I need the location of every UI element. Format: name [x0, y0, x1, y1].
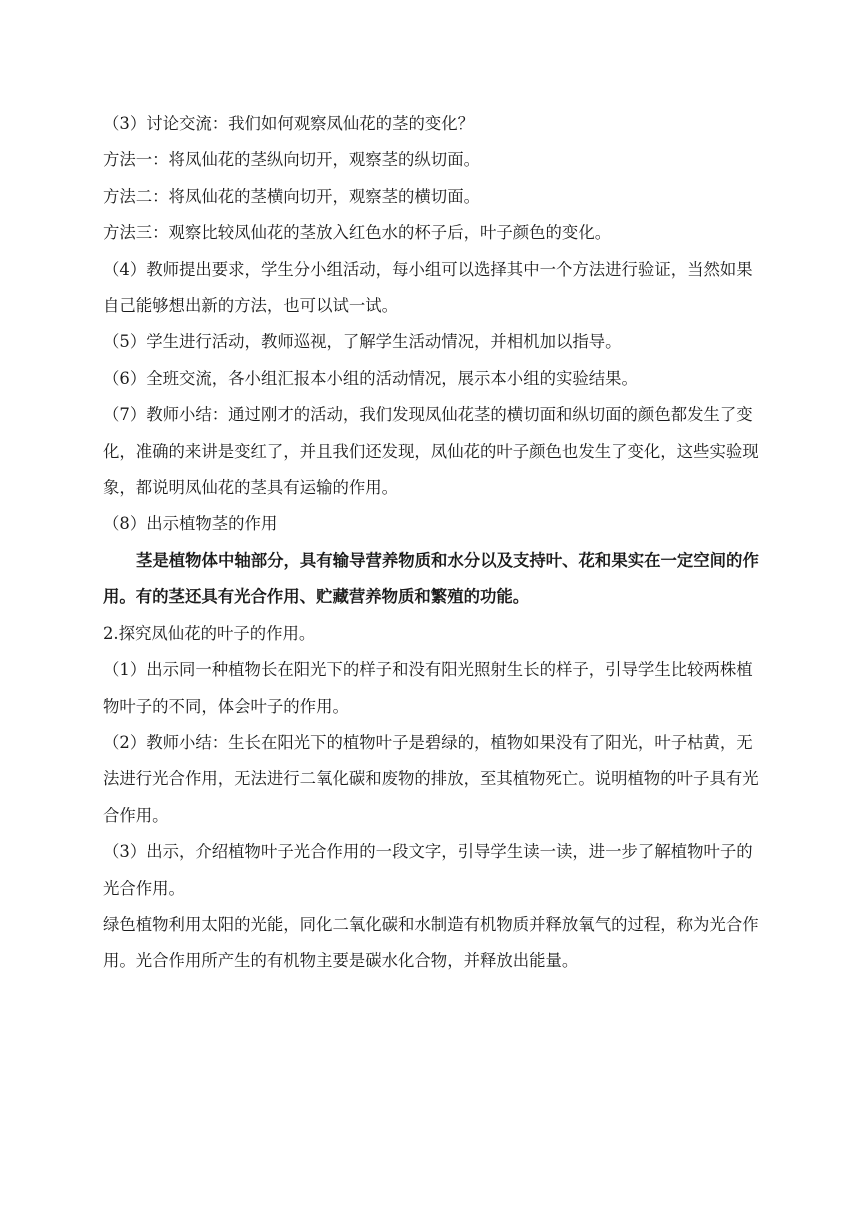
photosynthesis-definition: 绿色植物利用太阳的光能，同化二氧化碳和水制造有机物质并释放氧气的过程，称为光合作用。光合作用所产生的有机物主要是碳水化合物，并释放出能量。	[103, 914, 759, 971]
method-three: 方法三：观察比较凤仙花的茎放入红色水的杯子后，叶子颜色的变化。	[103, 223, 612, 243]
method-two: 方法二：将凤仙花的茎横向切开，观察茎的横切面。	[103, 186, 480, 206]
step-7-teacher-summary: （7）教师小结：通过刚才的活动，我们发现凤仙花茎的横切面和纵切面的颜色都发生了变化，准确的来讲是变红了，并且我们还发现，凤仙花的叶子颜色也发生了变化，这些实验现象，都说明凤仙花的茎具有运输的作用。	[103, 405, 759, 498]
step-5-activity: （5）学生进行活动，教师巡视，了解学生活动情况，并相机加以指导。	[103, 332, 622, 352]
stem-function-definition: 茎是植物体中轴部分，具有输导营养物质和水分以及支持叶、花和果实在一定空间的作用。有的茎还具有光合作用、贮藏营养物质和繁殖的功能。	[103, 550, 759, 607]
step-8-stem-function-heading: （8）出示植物茎的作用	[103, 514, 278, 534]
method-one: 方法一：将凤仙花的茎纵向切开，观察茎的纵切面。	[103, 150, 480, 170]
document-page	[103, 106, 763, 980]
leaf-step-3-reading: （3）出示，介绍植物叶子光合作用的一段文字，引导学生读一读，进一步了解植物叶子的光合作用。	[103, 842, 753, 898]
step-6-class-sharing: （6）全班交流，各小组汇报本小组的活动情况，展示本小组的实验结果。	[103, 368, 638, 388]
step-4-requirements: （4）教师提出要求，学生分小组活动，每小组可以选择其中一个方法进行验证，当然如果自己能够想出新的方法，也可以试一试。	[103, 259, 753, 316]
leaf-step-1: （1）出示同一种植物长在阳光下的样子和没有阳光照射生长的样子，引导学生比较两株植物叶子的不同，体会叶子的作用。	[103, 660, 753, 716]
section-2-heading: 2.探究凤仙花的叶子的作用。	[103, 623, 316, 643]
leaf-step-2-summary: （2）教师小结：生长在阳光下的植物叶子是碧绿的，植物如果没有了阳光，叶子枯黄，无法进行光合作用，无法进行二氧化碳和废物的排放，至其植物死亡。说明植物的叶子具有光合作用。	[103, 732, 759, 825]
step-3-discussion: （3）讨论交流：我们如何观察凤仙花的茎的变化？	[103, 114, 475, 133]
